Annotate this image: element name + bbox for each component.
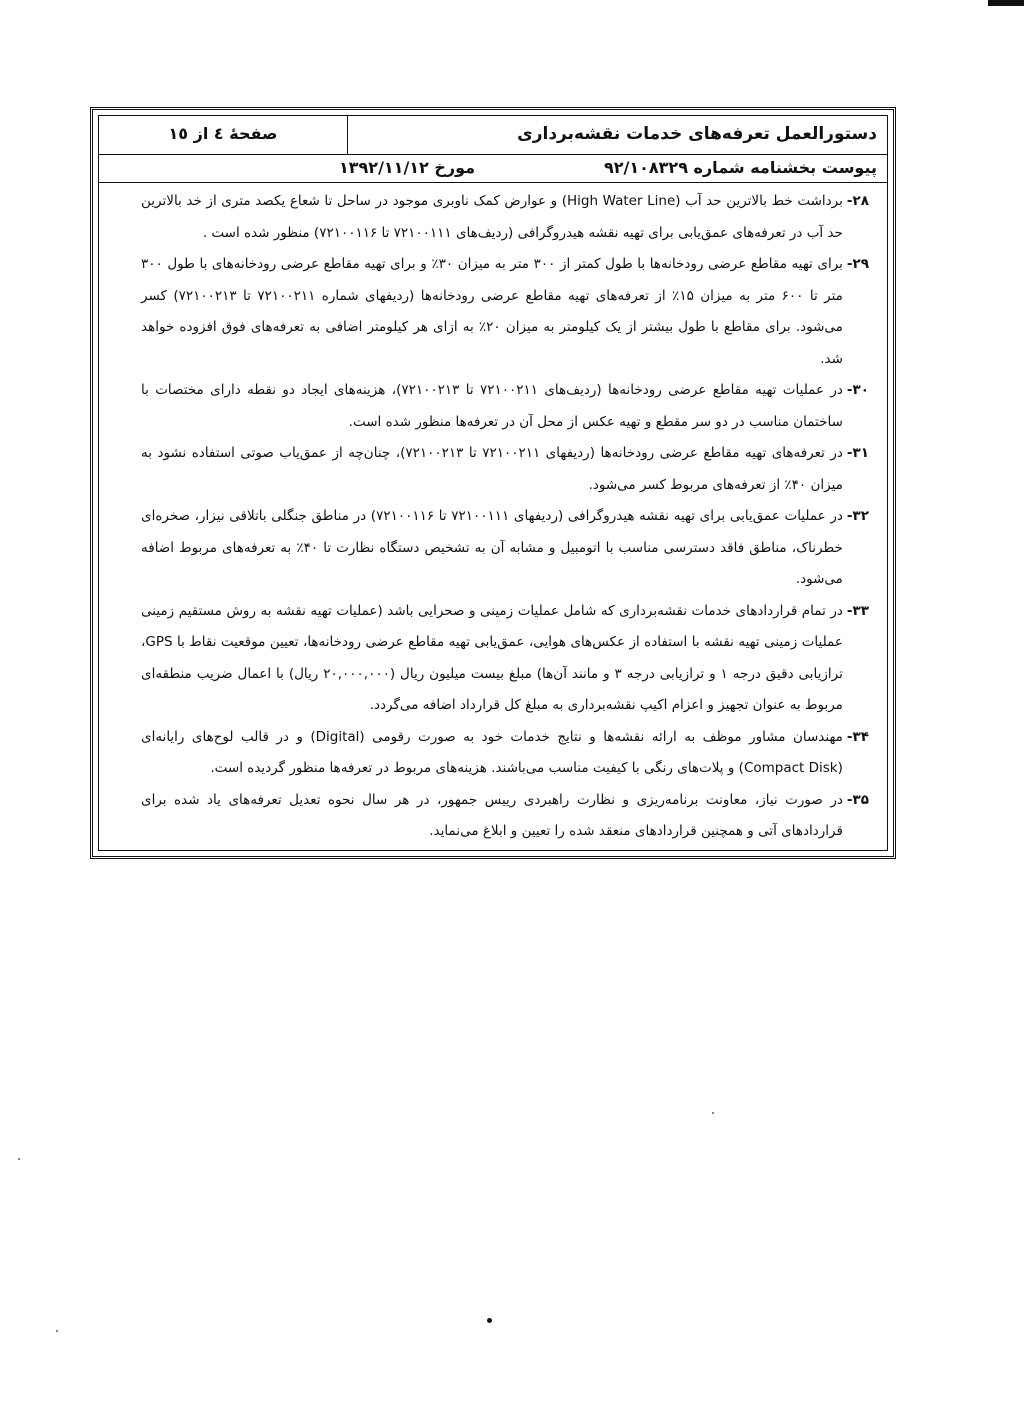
clause-item xyxy=(141,501,869,596)
clause-text: برای تهیه مقاطع عرضی رودخانه‌ها با طول کمتر از ۳۰۰ متر به میزان ۳۰٪ و برای تهیه مقاطع عرضی رودخانه‌های با طول ۳۰۰ متر تا ۶۰۰ متر به میزان ۱۵٪ از تعرفه‌های تهیه مقاطع عرضی رودخانه‌ها (ردیفهای شماره ۷۲۱۰۰۲۱۱ تا ۷۲۱۰۰۲۱۳) کسر می‌شود. برای مقاطع با طول بیشتر از یک کیلومتر به میزان ۲۰٪ به ازای هر کیلومتر اضافی به تعرفه‌های فوق افزوده خواهد شد. xyxy=(141,256,843,367)
clause-text: در صورت نیاز، معاونت برنامه‌ریزی و نظارت راهبردی رییس جمهور، در هر سال نحوه تعدیل تعرفه‌های یاد شده برای قراردادهای آتی و همچنین قراردادهای منعقد شده را تعیین و ابلاغ می‌نماید. xyxy=(141,791,843,839)
clause-text: مهندسان مشاور موظف به ارائه نقشه‌ها و نتایج خدمات خود به صورت رقومی (Digital) و در قالب لوح‌های رایانه‌ای (Compact Disk) و پلات‌های رنگی با کیفیت مناسب می‌باشند. هزینه‌های مربوط در تعرفه‌ها منظور گردیده است. xyxy=(141,728,843,776)
clause-number: ۳۰- xyxy=(846,382,869,398)
clause-number: ۳۳- xyxy=(846,602,869,619)
clause-number: ۲۸- xyxy=(846,193,869,209)
scan-dot xyxy=(487,1318,492,1323)
clause-text: برداشت خط بالاترین حد آب (High Water Line) و عوارض کمک ناوبری موجود در ساحل تا شعاع یکصد متری از خد بالاترین حد آب در تعرفه‌های عمق‌یابی برای تهیه نقشه هیدروگرافی (ردیف‌های ۷۲۱۰۰۱۱۱ تا ۷۲۱۰۰۱۱۶) منظور شده است . xyxy=(141,193,843,241)
clause-number: ۳۱- xyxy=(846,445,869,461)
clause-item xyxy=(141,722,869,785)
scan-speck xyxy=(712,1112,714,1114)
header-title-row xyxy=(99,116,887,155)
clause-text: در تمام قراردادهای خدمات نقشه‌برداری که شامل عملیات زمینی و صحرایی باشد (عملیات تهیه نقشه به روش مستقیم زمینی عملیات زمینی تهیه نقشه با استفاده از عکس‌های هوایی، عمق‌یابی تهیه مقاطع عرضی رودخانه‌ها، تعیین موقعیت نقاط با GPS، ترازیابی دقیق درجه ۱ و ترازیابی درجه ۳ و مانند آن‌ها) مبلغ بیست میلیون ریال (۲۰,۰۰۰,۰۰۰ ریال) با اعمال ضریب منطقه‌ای مربوط به عنوان تجهیز و اعزام اکیپ نقشه‌برداری به مبلغ کل قرارداد اضافه می‌گردد. xyxy=(141,602,843,713)
clause-text: در تعرفه‌های تهیه مقاطع عرضی رودخانه‌ها (ردیفهای ۷۲۱۰۰۲۱۱ تا ۷۲۱۰۰۲۱۳)، چنان‌چه از عمق‌یاب صوتی استفاده نشود به میزان ۴۰٪ از تعرفه‌های مربوط کسر می‌شود. xyxy=(141,445,843,493)
clause-number: ۳۵- xyxy=(846,791,869,808)
clause-item xyxy=(141,438,869,501)
page-number: صفحهٔ ٤ از ١٥ xyxy=(168,124,278,143)
corner-scan-mark xyxy=(988,0,1024,6)
clause-item xyxy=(141,596,869,722)
circular-date: مورخ ۱۳۹۲/۱۱/۱۲ xyxy=(339,158,476,177)
document-frame xyxy=(90,107,896,859)
clause-number: ۳۴- xyxy=(846,728,869,745)
clause-item xyxy=(141,785,869,848)
document-title: دستورالعمل تعرفه‌های خدمات نقشه‌برداری xyxy=(517,124,877,144)
clause-item xyxy=(141,249,869,375)
clauses-list xyxy=(141,186,869,848)
clause-item xyxy=(141,186,869,249)
scan-speck xyxy=(18,1158,20,1160)
header-circular-row xyxy=(99,154,887,183)
scan-speck xyxy=(56,1330,58,1332)
clause-text: در عملیات عمق‌یابی برای تهیه نقشه هیدروگرافی (ردیفهای ۷۲۱۰۰۱۱۱ تا ۷۲۱۰۰۱۱۶) در مناطق جنگلی باتلاقی نیزار، صخره‌ای خطرناک، مناطق فاقد دسترسی مناسب با اتومبیل و مشابه آن به تشخیص دستگاه نظارت تا ۴۰٪ به تعرفه‌های مربوط اضافه می‌شود. xyxy=(141,508,843,587)
header-divider xyxy=(347,116,348,154)
clause-number: ۲۹- xyxy=(846,256,869,272)
circular-number: پیوست بخشنامه شماره ۹۲/۱۰۸۳۲۹ xyxy=(603,158,877,177)
clause-number: ۳۲- xyxy=(846,508,869,524)
clause-text: در عملیات تهیه مقاطع عرضی رودخانه‌ها (ردیف‌های ۷۲۱۰۰۲۱۱ تا ۷۲۱۰۰۲۱۳)، هزینه‌های ایجاد دو نقطه دارای مختصات با ساختمان مناسب در دو سر مقطع و تهیه عکس از محل آن در تعرفه‌ها منظور شده است. xyxy=(141,382,843,430)
clause-item xyxy=(141,375,869,438)
